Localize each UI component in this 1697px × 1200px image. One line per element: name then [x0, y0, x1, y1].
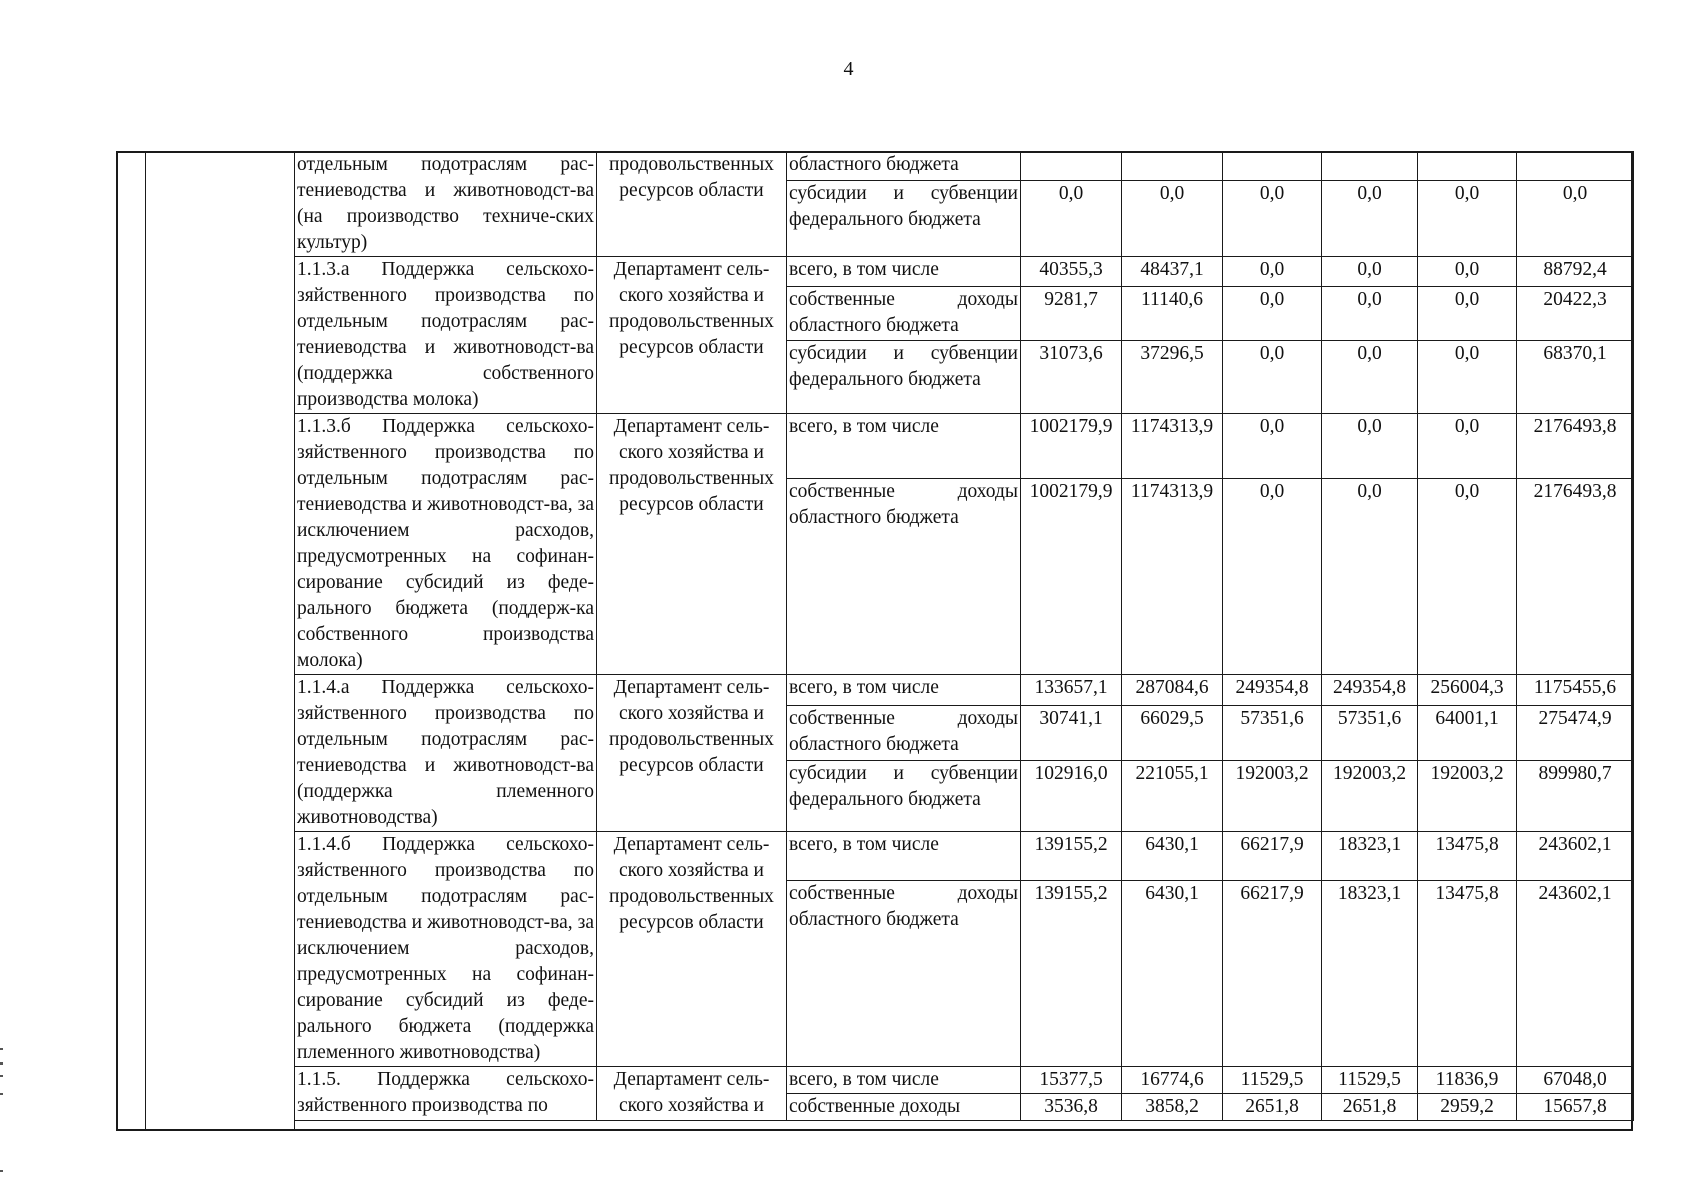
value-cell: 3858,2	[1122, 1094, 1223, 1121]
value-cell: 40355,3	[1021, 257, 1122, 287]
value-cell: 18323,1	[1322, 880, 1418, 1067]
value-cell: 88792,4	[1517, 257, 1634, 287]
value-cell: 66217,9	[1223, 832, 1322, 881]
value-cell: 0,0	[1223, 414, 1322, 479]
value-cell: 1175455,6	[1517, 675, 1634, 706]
value-cell	[1517, 152, 1634, 181]
funding-source-cell: собственные доходы областного бюджета	[787, 705, 1021, 760]
table-body	[295, 152, 1634, 1121]
executor-cell: Департамент сель-ского хозяйства и продовольственных ресурсов области	[597, 832, 787, 1067]
value-cell: 20422,3	[1517, 287, 1634, 340]
page-number: 4	[843, 58, 854, 80]
value-cell: 275474,9	[1517, 705, 1634, 760]
margin-mark	[0, 1093, 3, 1095]
executor-cell: Департамент сель-ского хозяйства и	[597, 1067, 787, 1121]
margin-mark	[0, 1048, 3, 1050]
value-cell: 221055,1	[1122, 760, 1223, 831]
value-cell: 11140,6	[1122, 287, 1223, 340]
value-cell: 2651,8	[1223, 1094, 1322, 1121]
value-cell: 0,0	[1223, 180, 1322, 256]
funding-source-cell: всего, в том числе	[787, 832, 1021, 881]
value-cell: 15377,5	[1021, 1067, 1122, 1094]
value-cell: 249354,8	[1322, 675, 1418, 706]
funding-source-cell: всего, в том числе	[787, 257, 1021, 287]
executor-cell: Департамент сель-ского хозяйства и продовольственных ресурсов области	[597, 414, 787, 675]
value-cell: 0,0	[1223, 287, 1322, 340]
value-cell: 31073,6	[1021, 340, 1122, 413]
margin-mark	[0, 1075, 3, 1077]
table-row	[295, 1067, 1634, 1094]
value-cell: 0,0	[1418, 478, 1517, 674]
value-cell: 6430,1	[1122, 832, 1223, 881]
value-cell: 0,0	[1322, 180, 1418, 256]
value-cell: 1174313,9	[1122, 478, 1223, 674]
value-cell: 2651,8	[1322, 1094, 1418, 1121]
measure-name-cell: 1.1.3.б Поддержка сельскохо-зяйственного производства по отдельным подотраслям рас-тениеводства и животноводст-ва, за исключением расходов, предусмотренных на софинан-сирование субсидий из феде-рального бюджета (поддерж-ка собственного производства молока)	[295, 414, 597, 675]
margin-mark	[0, 1062, 3, 1065]
table-row	[295, 414, 1634, 479]
value-cell	[1021, 152, 1122, 181]
value-cell: 15657,8	[1517, 1094, 1634, 1121]
table-row	[295, 257, 1634, 287]
executor-cell: Департамент сель-ского хозяйства и продовольственных ресурсов области	[597, 257, 787, 414]
value-cell: 0,0	[1223, 478, 1322, 674]
funding-source-cell: субсидии и субвенции федерального бюджета	[787, 340, 1021, 413]
funding-source-cell: собственные доходы областного бюджета	[787, 287, 1021, 340]
value-cell: 1174313,9	[1122, 414, 1223, 479]
table-row	[295, 832, 1634, 881]
value-cell: 18323,1	[1322, 832, 1418, 881]
measure-name-cell: 1.1.5. Поддержка сельскохо-зяйственного производства по	[295, 1067, 597, 1121]
value-cell: 102916,0	[1021, 760, 1122, 831]
value-cell: 0,0	[1122, 180, 1223, 256]
value-cell: 2176493,8	[1517, 414, 1634, 479]
value-cell: 0,0	[1322, 414, 1418, 479]
value-cell: 30741,1	[1021, 705, 1122, 760]
value-cell: 192003,2	[1223, 760, 1322, 831]
value-cell: 57351,6	[1223, 705, 1322, 760]
funding-source-cell: областного бюджета	[787, 152, 1021, 181]
value-cell: 1002179,9	[1021, 478, 1122, 674]
executor-cell: продовольственных ресурсов области	[597, 152, 787, 257]
value-cell: 16774,6	[1122, 1067, 1223, 1094]
value-cell: 192003,2	[1418, 760, 1517, 831]
value-cell: 3536,8	[1021, 1094, 1122, 1121]
value-cell: 0,0	[1322, 257, 1418, 287]
value-cell: 57351,6	[1322, 705, 1418, 760]
value-cell: 287084,6	[1122, 675, 1223, 706]
value-cell: 67048,0	[1517, 1067, 1634, 1094]
funding-source-cell: субсидии и субвенции федерального бюджета	[787, 760, 1021, 831]
value-cell: 6430,1	[1122, 880, 1223, 1067]
value-cell: 64001,1	[1418, 705, 1517, 760]
value-cell: 66217,9	[1223, 880, 1322, 1067]
margin-mark	[0, 1170, 3, 1172]
value-cell	[1122, 152, 1223, 181]
funding-source-cell: собственные доходы областного бюджета	[787, 880, 1021, 1067]
value-cell: 0,0	[1418, 414, 1517, 479]
executor-cell: Департамент сель-ского хозяйства и продовольственных ресурсов области	[597, 675, 787, 832]
budget-table	[294, 151, 1634, 1121]
value-cell: 0,0	[1322, 287, 1418, 340]
measure-name-cell: 1.1.4.а Поддержка сельскохо-зяйственного производства по отдельным подотраслям рас-тениеводства и животноводст-ва (поддержка племенного животноводства)	[295, 675, 597, 832]
value-cell: 139155,2	[1021, 880, 1122, 1067]
value-cell: 0,0	[1517, 180, 1634, 256]
value-cell: 48437,1	[1122, 257, 1223, 287]
measure-name-cell: 1.1.3.а Поддержка сельскохо-зяйственного производства по отдельным подотраслям рас-тениеводства и животноводст-ва (поддержка собственного производства молока)	[295, 257, 597, 414]
value-cell: 243602,1	[1517, 832, 1634, 881]
value-cell	[1322, 152, 1418, 181]
value-cell: 0,0	[1322, 340, 1418, 413]
value-cell: 0,0	[1418, 257, 1517, 287]
value-cell: 13475,8	[1418, 880, 1517, 1067]
funding-source-cell: собственные доходы	[787, 1094, 1021, 1121]
value-cell	[1418, 152, 1517, 181]
funding-source-cell: собственные доходы областного бюджета	[787, 478, 1021, 674]
value-cell: 9281,7	[1021, 287, 1122, 340]
value-cell: 249354,8	[1223, 675, 1322, 706]
value-cell: 13475,8	[1418, 832, 1517, 881]
value-cell: 0,0	[1021, 180, 1122, 256]
measure-name-cell: отдельным подотраслям рас-тениеводства и животноводст-ва (на производство техниче-ских культур)	[295, 152, 597, 257]
value-cell: 1002179,9	[1021, 414, 1122, 479]
funding-source-cell: всего, в том числе	[787, 414, 1021, 479]
measure-name-cell: 1.1.4.б Поддержка сельскохо-зяйственного производства по отдельным подотраслям рас-тениеводства и животноводст-ва, за исключением расходов, предусмотренных на софинан-сирование субсидий из феде-рального бюджета (поддержка племенного животноводства)	[295, 832, 597, 1067]
value-cell: 139155,2	[1021, 832, 1122, 881]
value-cell: 66029,5	[1122, 705, 1223, 760]
value-cell: 0,0	[1418, 340, 1517, 413]
value-cell: 0,0	[1322, 478, 1418, 674]
value-cell: 37296,5	[1122, 340, 1223, 413]
value-cell: 133657,1	[1021, 675, 1122, 706]
value-cell: 256004,3	[1418, 675, 1517, 706]
value-cell: 2176493,8	[1517, 478, 1634, 674]
column-divider-1	[145, 151, 146, 1131]
value-cell: 0,0	[1223, 257, 1322, 287]
value-cell: 899980,7	[1517, 760, 1634, 831]
value-cell: 11529,5	[1223, 1067, 1322, 1094]
value-cell: 2959,2	[1418, 1094, 1517, 1121]
value-cell: 192003,2	[1322, 760, 1418, 831]
value-cell: 11836,9	[1418, 1067, 1517, 1094]
value-cell: 243602,1	[1517, 880, 1634, 1067]
value-cell	[1223, 152, 1322, 181]
table-row	[295, 152, 1634, 181]
table-row	[295, 675, 1634, 706]
funding-source-cell: всего, в том числе	[787, 1067, 1021, 1094]
funding-source-cell: субсидии и субвенции федерального бюджета	[787, 180, 1021, 256]
value-cell: 0,0	[1223, 340, 1322, 413]
funding-source-cell: всего, в том числе	[787, 675, 1021, 706]
value-cell: 0,0	[1418, 287, 1517, 340]
value-cell: 68370,1	[1517, 340, 1634, 413]
value-cell: 11529,5	[1322, 1067, 1418, 1094]
value-cell: 0,0	[1418, 180, 1517, 256]
